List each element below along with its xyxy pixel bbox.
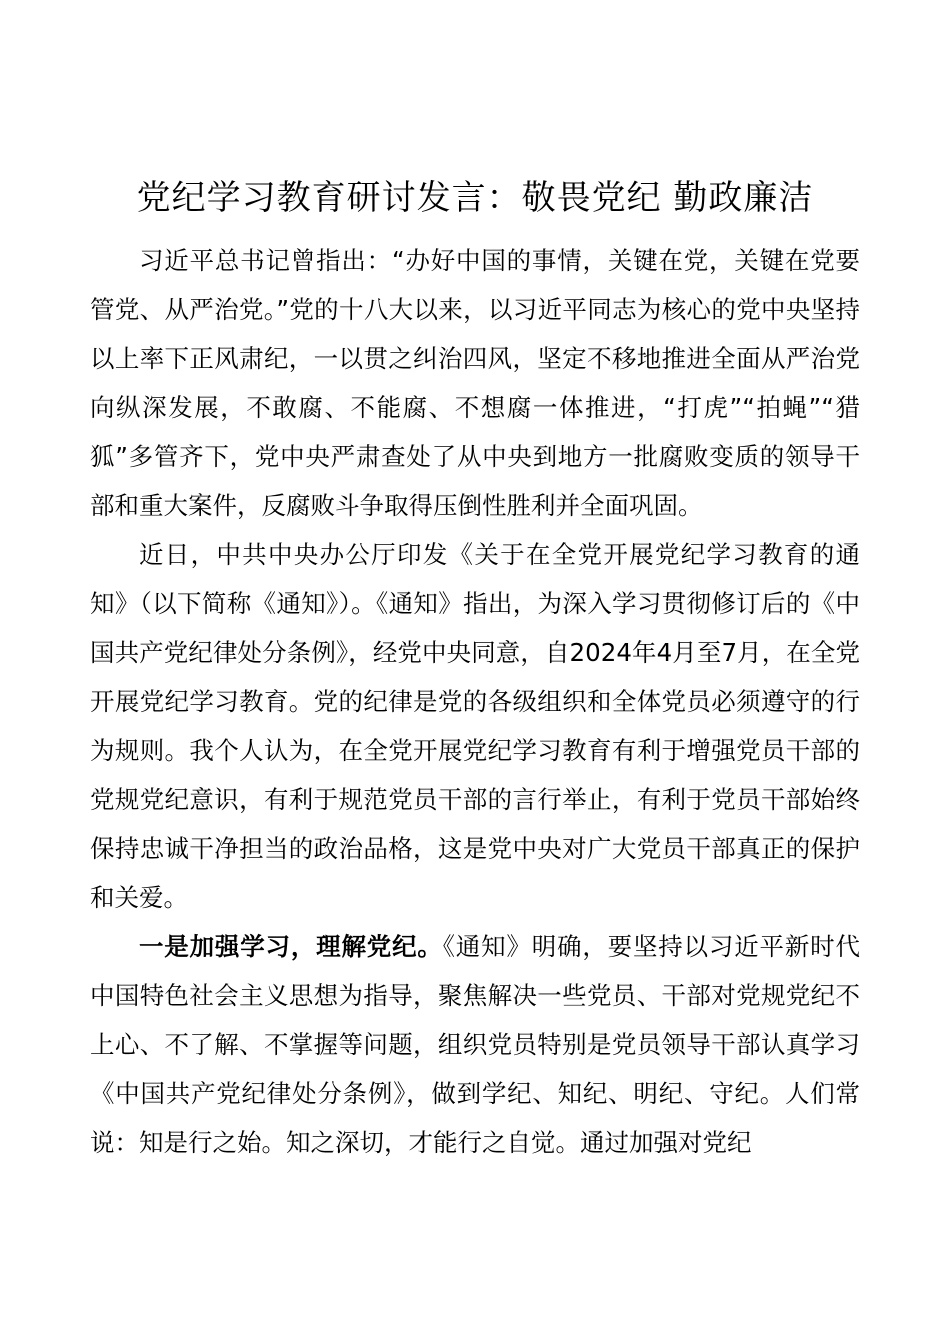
document-title: 党纪学习教育研讨发言：敬畏党纪 勤政廉洁 xyxy=(136,178,814,218)
paragraph-text: 习近平总书记曾指出：“办好中国的事情，关键在党，关键在党要管党、从严治党。”党的十八大以来，以习近平同志为核心的党中央坚持以上率下正风肃纪，一以贯之纠治四风，坚定不移地推进全面从严治党向纵深发展，不敢腐、不能腐、不想腐一体推进，“打虎”“拍蝇”“猎狐”多管齐下，党中央严肃查处了从中央到地方一批腐败变质的领导干部和重大案件，反腐败斗争取得压倒性胜利并全面巩固。 xyxy=(90,246,860,520)
paragraph-lead: 一是加强学习，理解党纪。 xyxy=(139,932,443,961)
paragraph-3 xyxy=(90,922,860,1167)
paragraph-text: 《通知》明确，要坚持以习近平新时代中国特色社会主义思想为指导，聚焦解决一些党员、干部对党规党纪不上心、不了解、不掌握等问题，组织党员特别是党员领导干部认真学习《中国共产党纪律处分条例》，做到学纪、知纪、明纪、守纪。人们常说：知是行之始。知之深切，才能行之自觉。通过加强对党纪 xyxy=(90,932,860,1157)
paragraph-text: 近日，中共中央办公厅印发《关于在全党开展党纪学习教育的通知》（以下简称《通知》）。《通知》指出，为深入学习贯彻修订后的《中国共产党纪律处分条例》，经党中央同意，自2024年4月至7月，在全党开展党纪学习教育。党的纪律是党的各级组织和全体党员必须遵守的行为规则。我个人认为，在全党开展党纪学习教育有利于增强党员干部的党规党纪意识，有利于规范党员干部的言行举止，有利于党员干部始终保持忠诚干净担当的政治品格，这是党中央对广大党员干部真正的保护和关爱。 xyxy=(90,540,860,912)
paragraph-2 xyxy=(90,530,860,922)
paragraph-1 xyxy=(90,236,860,530)
document-body xyxy=(90,236,860,1167)
